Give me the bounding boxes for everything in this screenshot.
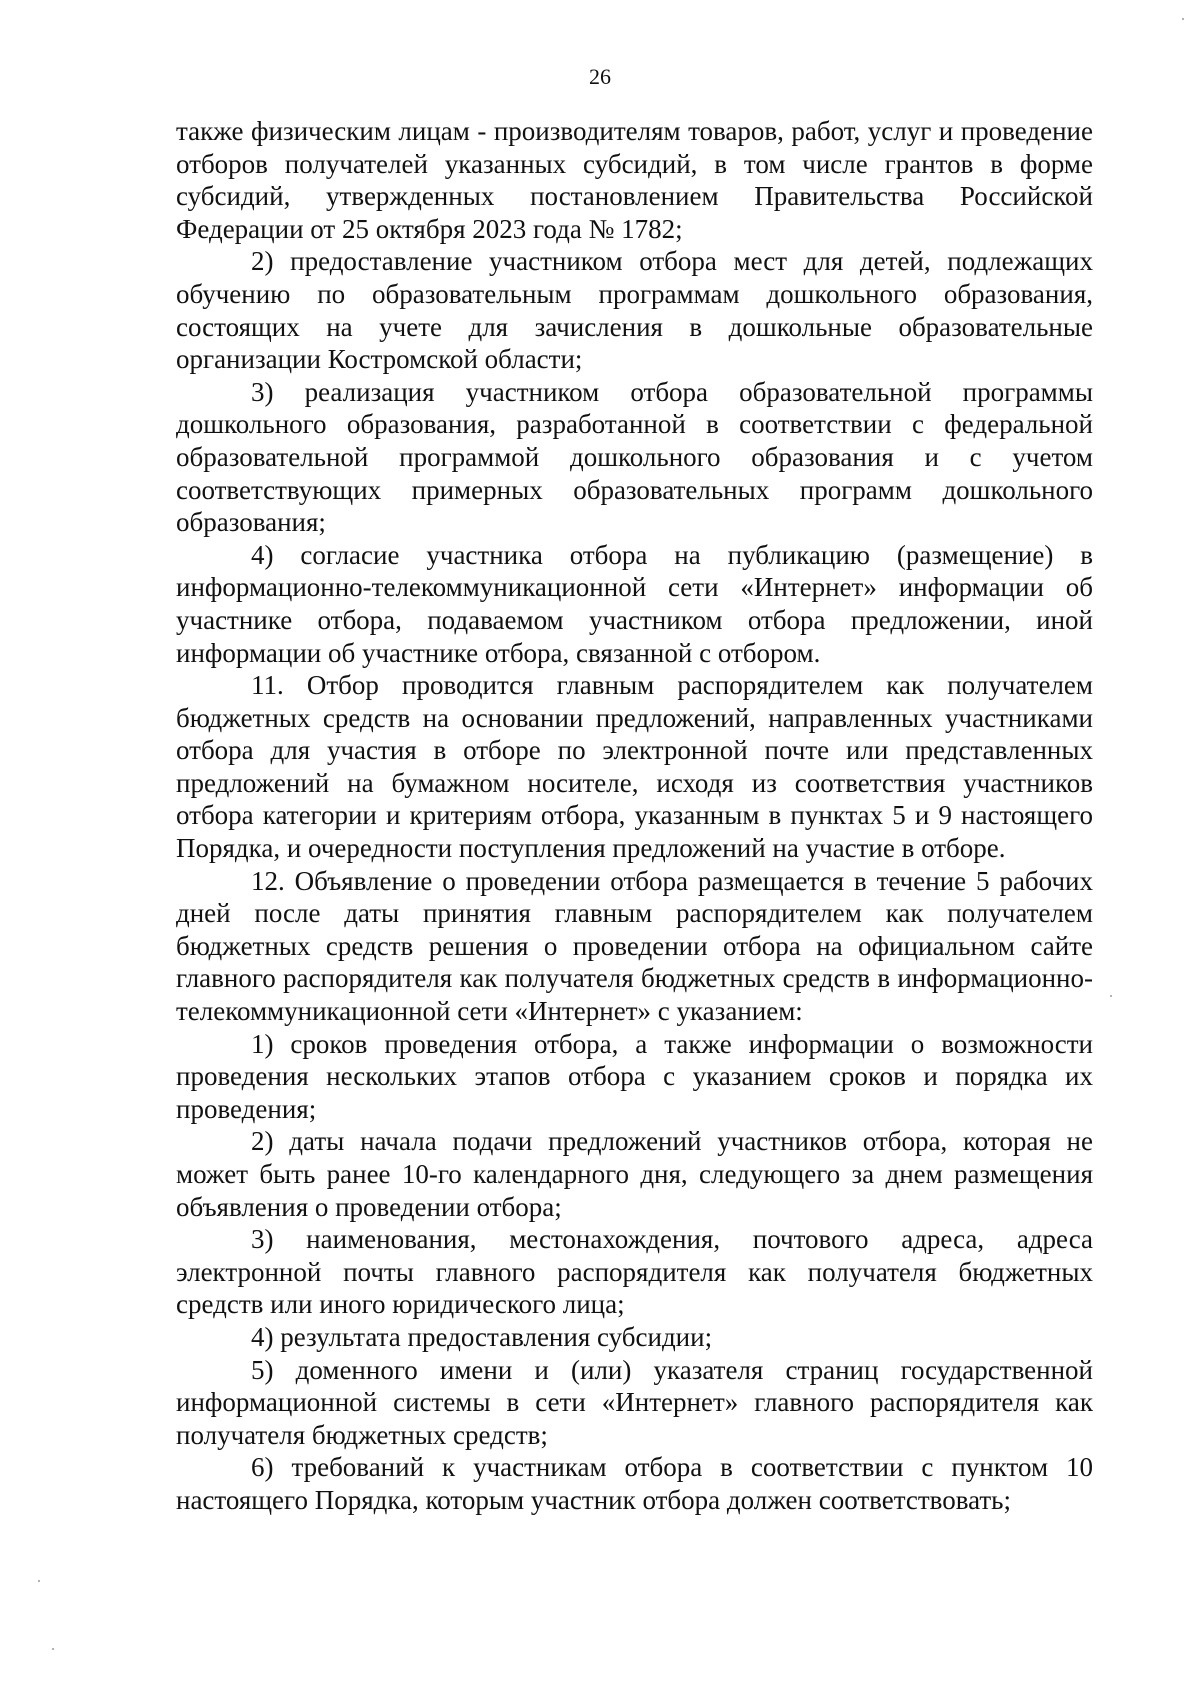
scan-speck [52,1648,54,1650]
paragraph-clause-12: 12. Объявление о проведении отбора размещается в течение 5 рабочих дней после даты принятия главным распорядителем как получателем бюджетных средств решения о проведении отбора на официальном сайте главного распорядителя как получателя бюджетных средств в информационно-телекоммуникационной сети «Интернет» с указанием: [176,865,1093,1027]
paragraph-item-4: 4) согласие участника отбора на публикацию (размещение) в информационно-телекоммуникационной сети «Интернет» информации об участнике отбора, подаваемом участником отбора предложении, иной информации об участнике отбора, связанной с отбором. [176,539,1093,668]
page-number: 26 [589,64,611,89]
paragraph-item-3: 3) реализация участником отбора образовательной программы дошкольного образования, разработанной в соответствии с федеральной образовательной программой дошкольного образования и с учетом соответствующих примерных образовательных программ дошкольного образования; [176,376,1093,538]
paragraph-subitem-2: 2) даты начала подачи предложений участников отбора, которая не может быть ранее 10-го календарного дня, следующего за днем размещения объявления о проведении отбора; [176,1126,1093,1222]
paragraph-subitem-1: 1) сроков проведения отбора, а также информации о возможности проведения нескольких этапов отбора с указанием сроков и порядка их проведения; [176,1028,1093,1124]
paragraph-continuation: также физическим лицам - производителям товаров, работ, услуг и проведение отборов получателей указанных субсидий, в том числе грантов в форме субсидий, утвержденных постановлением Правительства Российской Федерации от 25 октября 2023 года № 1782; [176,116,1093,244]
paragraph-clause-11: 11. Отбор проводится главным распорядителем как получателем бюджетных средств на основании предложений, направленных участниками отбора для участия в отборе по электронной почте или представленных предложений на бумажном носителе, исходя из соответствия участников отбора категории и критериям отбора, указанным в пунктах 5 и 9 настоящего Порядка, и очередности поступления предложений на участие в отборе. [176,670,1093,864]
scan-speck [1182,18,1184,20]
scan-speck [38,1580,40,1582]
paragraph-subitem-5: 5) доменного имени и (или) указателя страниц государственной информационной системы в сети «Интернет» главного распорядителя как получателя бюджетных средств; [176,1354,1093,1450]
paragraph-subitem-4: 4) результата предоставления субсидии; [251,1321,713,1352]
paragraph-subitem-3: 3) наименования, местонахождения, почтового адреса, адреса электронной почты главного распорядителя как получателя бюджетных средств или иного юридического лица; [176,1224,1093,1320]
paragraph-item-2: 2) предоставление участником отбора мест для детей, подлежащих обучению по образовательным программам дошкольного образования, состоящих на учете для зачисления в дошкольные образовательные организации Костромской области; [176,246,1093,375]
scan-speck [1110,995,1112,997]
paragraph-subitem-6: 6) требований к участникам отбора в соответствии с пунктом 10 настоящего Порядка, которым участник отбора должен соответствовать; [176,1452,1093,1515]
document-body [176,115,1093,1517]
